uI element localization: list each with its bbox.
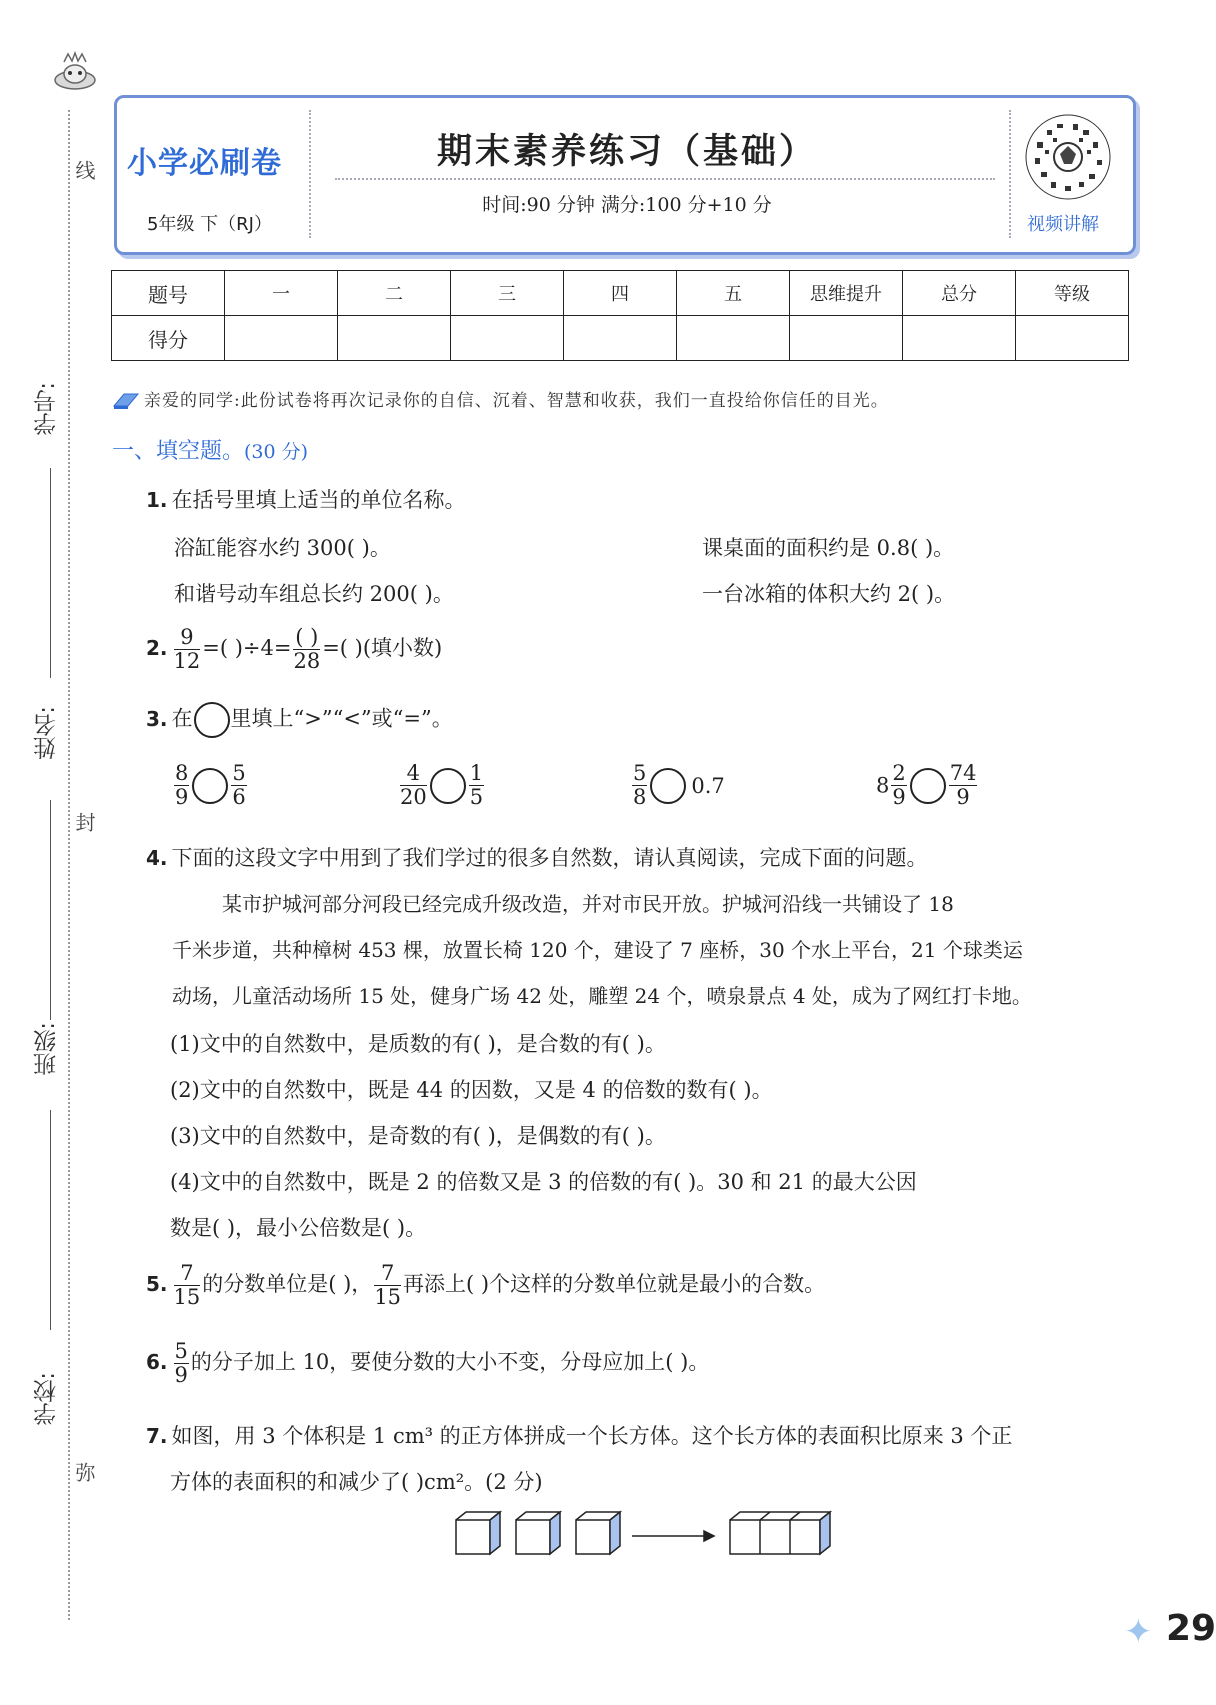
q5-text-2[interactable]: 再添上( )个这样的分数单位就是最小的合数。 (403, 1272, 826, 1297)
circle-icon (194, 702, 230, 738)
q7-text-1: 如图，用 3 个体积是 1 cm³ 的正方体拼成一个长方体。这个长方体的表面积比原来 3 个正 (171, 1424, 1013, 1448)
q4-stem-line (146, 842, 928, 872)
score-cell-thinking[interactable] (790, 316, 903, 361)
q3-c1-right-den: 6 (232, 785, 246, 810)
q4-paragraph-2: 千米步道，共种樟树 453 棵，放置长椅 120 个，建设了 7 座桥，30 个水上平台，21 个球类运 (172, 938, 1023, 962)
q1-stem: 在括号里填上适当的单位名称。 (171, 488, 466, 512)
q2-middle-1[interactable]: =( )÷4= (202, 636, 292, 661)
q2-fraction-2[interactable] (293, 626, 320, 673)
q5-line (146, 1262, 825, 1309)
q2-f2-numerator[interactable]: ( ) (295, 625, 319, 649)
class-blank[interactable] (50, 1110, 51, 1330)
seal-char-mi: 弥 (72, 1462, 96, 1484)
q5-fraction-b (374, 1262, 401, 1309)
exam-header (114, 95, 1136, 255)
compare-circle-1[interactable] (192, 768, 228, 804)
q4-sub-3[interactable]: (3)文中的自然数中，是奇数的有( )，是偶数的有( )。 (170, 1124, 666, 1148)
q2-f1-denominator: 12 (173, 649, 201, 674)
page-title: 期末素养练习（基础） (436, 131, 817, 172)
cube-icon-3 (576, 1512, 620, 1554)
score-cell-1[interactable] (225, 316, 338, 361)
name-label: 姓名: (34, 706, 60, 760)
q5-fraction-a (174, 1262, 201, 1309)
q1-b[interactable]: 课桌面的面积约是 0.8( )。 (702, 536, 955, 560)
q6-den: 9 (174, 1363, 188, 1388)
score-col-5: 五 (677, 271, 790, 316)
q4-sub-4[interactable]: (4)文中的自然数中，既是 2 的倍数又是 3 的倍数的有( )。30 和 21 的最大公因 (170, 1170, 917, 1194)
q3-c3-left (632, 762, 647, 809)
score-col-3: 三 (451, 271, 564, 316)
q3-c4-right-num: 74 (949, 761, 977, 785)
mascot-icon (52, 52, 98, 96)
q3-c1-left (174, 762, 189, 809)
q3-stem-b: 里填上“>”“<”或“=”。 (230, 706, 453, 731)
time-and-score-info: 时间:90 分钟 满分:100 分+10 分 (482, 194, 772, 216)
q3-c1-left-den: 9 (175, 785, 189, 810)
q7-line-2[interactable]: 方体的表面积的和减少了( )cm²。(2 分) (170, 1470, 543, 1494)
q7-cube-diagram (452, 1508, 838, 1560)
q2-line (146, 626, 442, 673)
q3-compare-1 (172, 762, 249, 809)
q4-sub-2[interactable]: (2)文中的自然数中，既是 44 的因数，又是 4 的倍数的数有( )。 (170, 1078, 773, 1102)
score-table-score-row (112, 316, 1129, 361)
q3-c3-right: 0.7 (691, 773, 725, 798)
name-blank[interactable] (50, 800, 51, 1020)
school-label: 学校: (34, 1372, 60, 1426)
score-col-grade: 等级 (1016, 271, 1129, 316)
q3-c3-left-den: 8 (633, 785, 647, 810)
student-id-label: 学号: (34, 382, 60, 436)
q7-number: 7. (146, 1424, 168, 1448)
q4-sub-1[interactable]: (1)文中的自然数中，是质数的有( )，是合数的有( )。 (170, 1032, 666, 1056)
q6-fraction (174, 1340, 189, 1387)
q3-c4-whole: 8 (876, 773, 890, 798)
question-number-header: 题号 (112, 271, 225, 316)
score-table (111, 270, 1129, 361)
q3-number: 3. (146, 706, 168, 731)
q3-c4-left-num: 2 (892, 761, 906, 785)
q6-num: 5 (174, 1339, 188, 1363)
title-divider (335, 178, 995, 180)
q6-line (146, 1340, 709, 1387)
q1-c[interactable]: 和谐号动车组总长约 200( )。 (174, 582, 454, 606)
q4-paragraph-1: 某市护城河部分河段已经完成升级改造，并对市民开放。护城河沿线一共铺设了 18 (222, 892, 954, 916)
q4-paragraph-3: 动场，儿童活动场所 15 处，健身广场 42 处，雕塑 24 个，喷泉景点 4 处，成为了网红打卡地。 (172, 984, 1032, 1008)
q3-c2-left-den: 20 (400, 785, 427, 810)
q5-number: 5. (146, 1272, 168, 1297)
q7-line-1 (146, 1420, 1012, 1450)
score-col-4: 四 (564, 271, 677, 316)
compare-circle-3[interactable] (650, 768, 686, 804)
score-col-1: 一 (225, 271, 338, 316)
q3-c3-left-num: 5 (633, 761, 647, 785)
section-1-label: 一、填空题。 (112, 439, 245, 464)
score-col-2: 二 (338, 271, 451, 316)
q5-fa-num: 7 (174, 1262, 201, 1286)
seal-char-feng: 封 (72, 812, 96, 834)
q3-c4-left (891, 762, 906, 809)
q1-number: 1. (146, 488, 168, 512)
cube-icon-2 (516, 1512, 560, 1554)
brand-logo-text: 小学必刷卷 (127, 146, 282, 181)
score-cell-grade[interactable] (1016, 316, 1129, 361)
q5-text-1[interactable]: 的分数单位是( )， (202, 1272, 373, 1297)
score-col-total: 总分 (903, 271, 1016, 316)
q3-stem-line (146, 702, 453, 738)
student-id-blank[interactable] (50, 468, 51, 678)
qr-code-icon[interactable] (1023, 112, 1113, 202)
q1-a[interactable]: 浴缸能容水约 300( )。 (174, 536, 391, 560)
section-1-points: (30 分) (244, 441, 309, 463)
q2-fraction-1 (174, 626, 201, 673)
score-row-label: 得分 (112, 316, 225, 361)
q3-c2-right (469, 762, 484, 809)
page-number: 29 (1166, 1608, 1216, 1649)
q5-fb-num: 7 (374, 1262, 401, 1286)
q4-stem: 下面的这段文字中用到了我们学过的很多自然数，请认真阅读，完成下面的问题。 (171, 846, 928, 870)
header-divider-right (1009, 110, 1011, 238)
q3-compare-4 (876, 762, 979, 809)
q3-stem-a: 在 (171, 706, 193, 731)
score-col-thinking: 思维提升 (790, 271, 903, 316)
q5-fa-den: 15 (173, 1285, 201, 1310)
seal-char-xian: 线 (72, 160, 96, 182)
q3-c2-left-num: 4 (400, 762, 427, 786)
class-label: 班级: (34, 1022, 60, 1076)
q3-c4-left-den: 9 (892, 785, 906, 810)
q2-f2-denominator: 28 (293, 649, 321, 674)
q3-c4-right (949, 762, 978, 809)
q2-middle-2[interactable]: =( )(填小数) (322, 636, 443, 661)
compare-circle-2[interactable] (430, 768, 466, 804)
q3-c2-right-num: 1 (469, 761, 484, 785)
q4-number: 4. (146, 846, 168, 870)
book-icon (112, 390, 140, 410)
q6-number: 6. (146, 1350, 168, 1375)
q3-compare-3 (630, 762, 725, 809)
q6-text[interactable]: 的分子加上 10，要使分数的大小不变，分母应加上( )。 (190, 1350, 710, 1375)
q1-d[interactable]: 一台冰箱的体积大约 2( )。 (702, 582, 956, 606)
score-cell-4[interactable] (564, 316, 677, 361)
score-cell-5[interactable] (677, 316, 790, 361)
score-table-header-row (112, 271, 1129, 316)
section-1-title (112, 434, 308, 465)
video-explain-label[interactable]: 视频讲解 (1027, 214, 1099, 235)
q3-c1-right (231, 762, 246, 809)
q3-c1-right-num: 5 (232, 761, 246, 785)
star-icon: ✦ (1124, 1612, 1153, 1652)
arrow-right-icon (632, 1531, 714, 1541)
score-cell-3[interactable] (451, 316, 564, 361)
cuboid-icon (730, 1512, 830, 1554)
compare-circle-4[interactable] (910, 768, 946, 804)
score-cell-total[interactable] (903, 316, 1016, 361)
q3-c4-right-den: 9 (956, 785, 970, 810)
q2-f1-numerator: 9 (174, 626, 201, 650)
grade-label: 5年级 下（RJ） (147, 214, 272, 235)
q1-stem-line (146, 484, 466, 514)
q4-sub-4-cont[interactable]: 数是( )，最小公倍数是( )。 (170, 1216, 427, 1240)
q3-c1-left-num: 8 (175, 761, 189, 785)
q2-number: 2. (146, 636, 168, 661)
q3-c2-right-den: 5 (469, 785, 484, 810)
greeting-text: 亲爱的同学:此份试卷将再次记录你的自信、沉着、智慧和收获，我们一直投给你信任的目光。 (144, 391, 889, 411)
binding-dotted-line (68, 110, 70, 1620)
score-cell-2[interactable] (338, 316, 451, 361)
q3-compare-2 (398, 762, 486, 809)
cube-icon-1 (456, 1512, 500, 1554)
q3-c2-left (400, 762, 427, 809)
q5-fb-den: 15 (374, 1285, 402, 1310)
greeting-line (112, 386, 889, 411)
